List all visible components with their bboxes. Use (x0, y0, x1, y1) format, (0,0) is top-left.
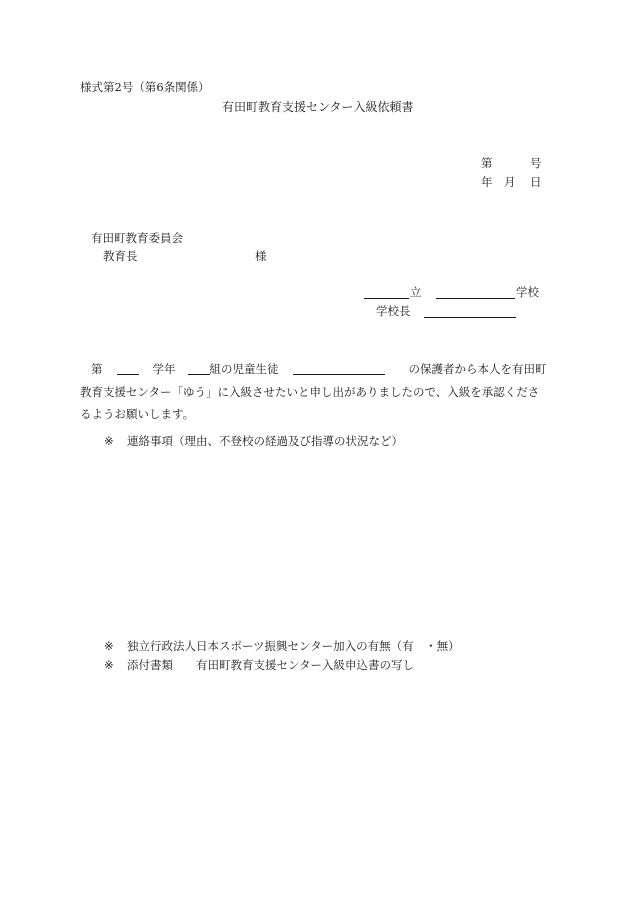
body-text-rest: 教育支援センター「ゆう」に入級させたいと申し出がありましたので、入級を承認くださるようお願いします。 (80, 384, 540, 421)
document-title: 有田町教育支援センター入級依頼書 (222, 100, 414, 114)
establishment-blank (364, 298, 409, 299)
establishment-suffix: 立 (410, 285, 422, 299)
form-number: 様式第2号（第6条関係） (80, 80, 210, 94)
addressee-honorific: 様 (255, 249, 267, 263)
class-label: 組の児童生徒 (209, 362, 279, 376)
grade-prefix: 第 (91, 362, 103, 376)
principal-name-blank (424, 317, 516, 318)
sports-center-enrollment: 独立行政法人日本スポーツ振興センター加入の有無（有 ・無） (127, 639, 460, 653)
addressee-organization: 有田町教育委員会 (91, 231, 183, 245)
class-blank (188, 361, 210, 375)
date-month: 月 (504, 175, 516, 189)
attachments-label: 添付書類 (127, 658, 173, 672)
student-name-blank (293, 361, 385, 375)
doc-number-prefix: 第 (481, 156, 493, 170)
date-day: 日 (530, 175, 542, 189)
principal-label: 学校長 (376, 304, 411, 318)
addressee-position: 教育長 (103, 249, 138, 263)
request-paragraph (80, 358, 550, 426)
attachments-value: 有田町教育支援センター入級申込書の写し (196, 658, 415, 672)
note-mark-contact: ※ (104, 434, 114, 448)
date-year: 年 (481, 175, 493, 189)
note-mark-sports: ※ (104, 639, 114, 653)
school-name-blank (436, 298, 515, 299)
doc-number-suffix: 号 (530, 156, 542, 170)
body-line1-tail: の保護者から本人を有田町 (408, 362, 547, 376)
grade-blank (117, 361, 139, 375)
school-suffix: 学校 (516, 285, 539, 299)
grade-label: 学年 (152, 362, 176, 376)
contact-notes-label: 連絡事項（理由、不登校の経過及び指導の状況など） (127, 434, 403, 448)
note-mark-attachments: ※ (104, 658, 114, 672)
